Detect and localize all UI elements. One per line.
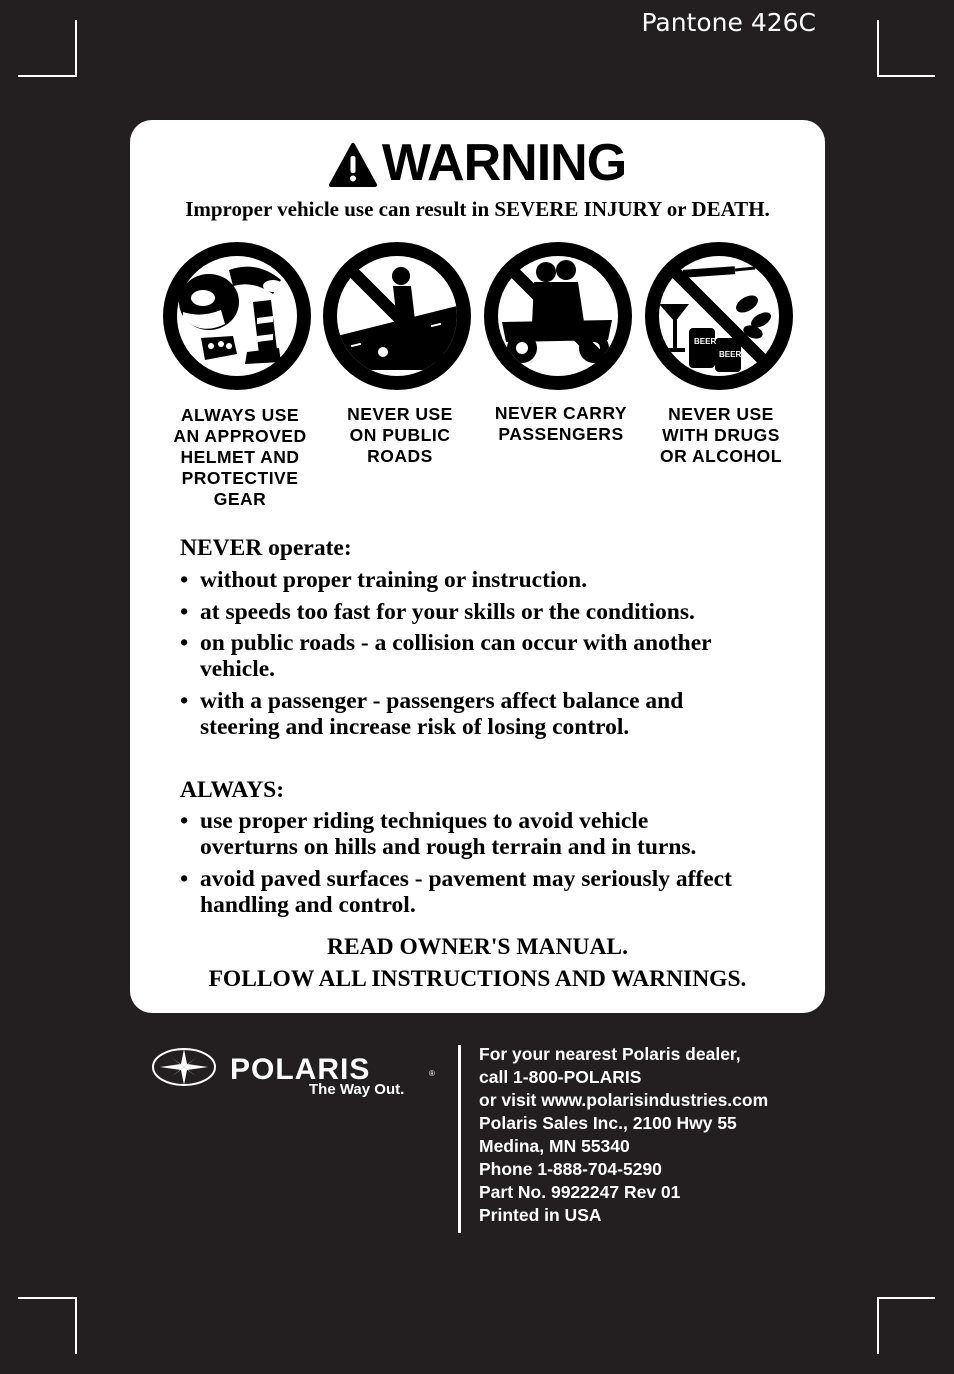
no-passengers-icon [482,240,634,392]
warning-subtitle: Improper vehicle use can result in SEVERE INJURY or DEATH. [185,197,770,221]
warning-word: WARNING [381,134,627,192]
crop-mark [18,1297,77,1299]
contact-line: Printed in USA [479,1205,602,1225]
contact-block [479,1043,768,1227]
caption-drugs-alcohol: NEVER USE WITH DRUGS OR ALCOHOL [660,404,782,466]
read-manual-line: READ OWNER'S MANUAL. [327,934,628,960]
follow-instructions-line: FOLLOW ALL INSTRUCTIONS AND WARNINGS. [208,966,747,992]
polaris-tagline: The Way Out. [309,1081,405,1098]
crop-mark [877,75,935,77]
beer-label: BEER [694,337,717,346]
beer-label: BEER [719,350,742,359]
crop-mark [877,1297,879,1354]
never-item: • at speeds too fast for your skills or the conditions. [180,599,695,625]
compass-star-icon [160,1049,208,1085]
contact-line: call 1-800-POLARIS [479,1067,642,1087]
always-item: • avoid paved surfaces - pavement may seriously affect handling and control. [180,866,732,918]
no-public-roads-icon [321,240,473,392]
crop-mark [75,20,77,77]
helmet-gear-icon [161,240,313,392]
contact-line: Part No. 9922247 Rev 01 [479,1182,681,1202]
never-item: • on public roads - a collision can occur with another vehicle. [180,630,712,682]
contact-line: For your nearest Polaris dealer, [479,1044,741,1064]
footer-divider [458,1045,461,1233]
always-heading: ALWAYS: [180,777,285,803]
bullet-dot: • [180,599,189,625]
warning-triangle-icon [328,142,378,188]
caption-public-roads: NEVER USE ON PUBLIC ROADS [347,404,453,466]
contact-line: Polaris Sales Inc., 2100 Hwy 55 [479,1113,737,1133]
registered-mark: ® [429,1069,435,1078]
warning-title [0,133,954,193]
contact-line: Phone 1-888-704-5290 [479,1159,662,1179]
crop-mark [18,75,77,77]
never-item: • without proper training or instruction. [180,567,588,593]
bullet-dot: • [180,567,189,593]
crop-mark [877,20,879,77]
pantone-label: Pantone 426C [641,8,816,37]
bullet-dot: • [180,630,189,656]
caption-passengers: NEVER CARRY PASSENGERS [494,403,628,444]
crop-mark [877,1297,935,1299]
never-item: • with a passenger - passengers affect balance and steering and increase risk of losing control. [180,688,684,740]
polaris-wordmark: POLARIS [230,1053,371,1086]
never-heading: NEVER operate: [180,535,352,561]
contact-line: Medina, MN 55340 [479,1136,630,1156]
bullet-dot: • [180,688,189,714]
caption-helmet: ALWAYS USE AN APPROVED HELMET AND PROTECTIVE GEAR [173,405,307,509]
crop-mark [75,1297,77,1354]
bullet-dot: • [180,808,189,834]
bullet-dot: • [180,866,189,892]
always-item: • use proper riding techniques to avoid vehicle overturns on hills and rough terrain and in turns. [180,808,697,860]
polaris-logo [152,1046,437,1098]
contact-line: or visit www.polarisindustries.com [479,1090,769,1110]
no-drugs-alcohol-icon [643,240,795,392]
